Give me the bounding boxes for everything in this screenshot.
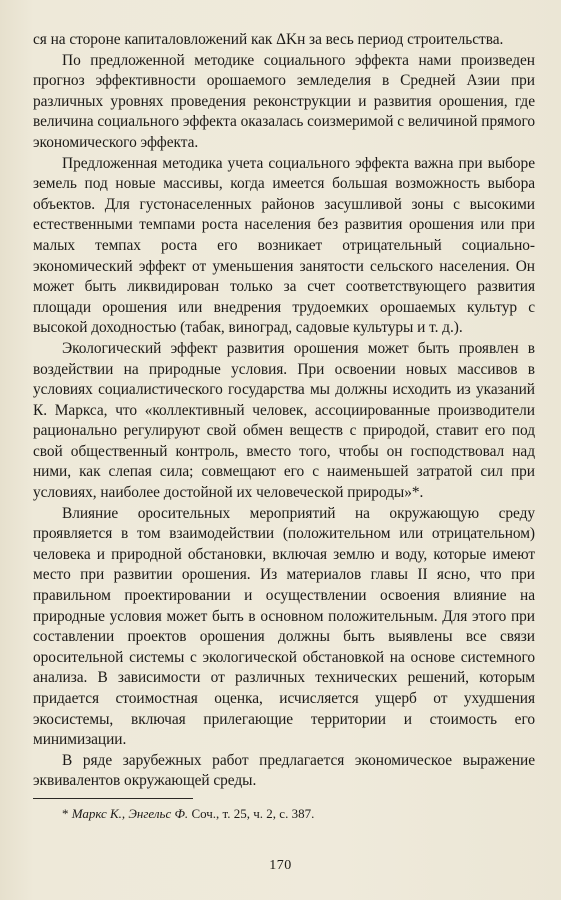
paragraph-4: Экологический эффект развития орошения может быть проявлен в воздействии на природные условия. При освоении новых массивов в условиях социалистического государства мы должны исходить из указаний К. Маркса, что «коллективный человек, ассоциированные производители рационально регулируют свой обмен веществ с природой, ставит его под свой общественный контроль, вместо того, чтобы он господствовал над ними, как слепая сила; совмещают его с наименьшей затратой сил при условиях, наиболее достойной их человеческой природы»*. — [33, 339, 535, 502]
footnote — [33, 805, 535, 822]
page-number: 170 — [269, 858, 292, 873]
page-body — [33, 30, 535, 822]
footnote-separator — [33, 798, 193, 799]
paragraph-1: ся на стороне капиталовложений как ΔKн за весь период строительства. — [33, 31, 504, 48]
paragraph-3: Предложенная методика учета социального эффекта важна при выборе земель под новые массивы, когда имеется большая возможность выбора объектов. Для густонаселенных районов засушливой зоны с высокими естественными темпами роста населения без развития орошения или при малых темпах роста его возникает отрицательный социально-экономический эффект от уменьшения занятости сельского населения. Он может быть ликвидирован только за счет соответствующего развития площади орошения или внедрения трудоемких орошаемых культур с высокой доходностью (табак, виноград, садовые культуры и т. д.). — [33, 154, 535, 337]
footnote-marker: * — [62, 805, 69, 821]
paragraph-5: Влияние оросительных мероприятий на окружающую среду проявляется в том взаимодействии (положительном или отрицательном) человека и природной обстановки, включая землю и воду, которые имеют место при развитии орошения. Из материалов главы II ясно, что при правильном проектировании и осуществлении освоения влияние на природные условия может быть в основном положительным. Для этого при составлении проектов орошения должны быть выявлены все связи оросительной системы с экологической обстановкой на основе системного анализа. В зависимости от различных технических решений, которым придается стоимостная оценка, исчисляется ущерб от ухудшения экосистемы, включая прилегающие территории и стоимость его минимизации. — [33, 504, 535, 749]
paragraph-2: По предложенной методике социального эффекта нами произведен прогноз эффективности орошаемого земледелия в Средней Азии при различных уровнях проведения реконструкции и развития орошения, где величина социального эффекта оказалась соизмеримой с величиной прямого экономического эффекта. — [33, 51, 535, 151]
footnote-citation: Соч., т. 25, ч. 2, с. 387. — [191, 805, 315, 821]
footnote-authors: Маркс К., Энгельс Ф. — [71, 805, 189, 821]
paragraph-6: В ряде зарубежных работ предлагается экономическое выражение эквивалентов окружающей среды. — [33, 751, 535, 790]
